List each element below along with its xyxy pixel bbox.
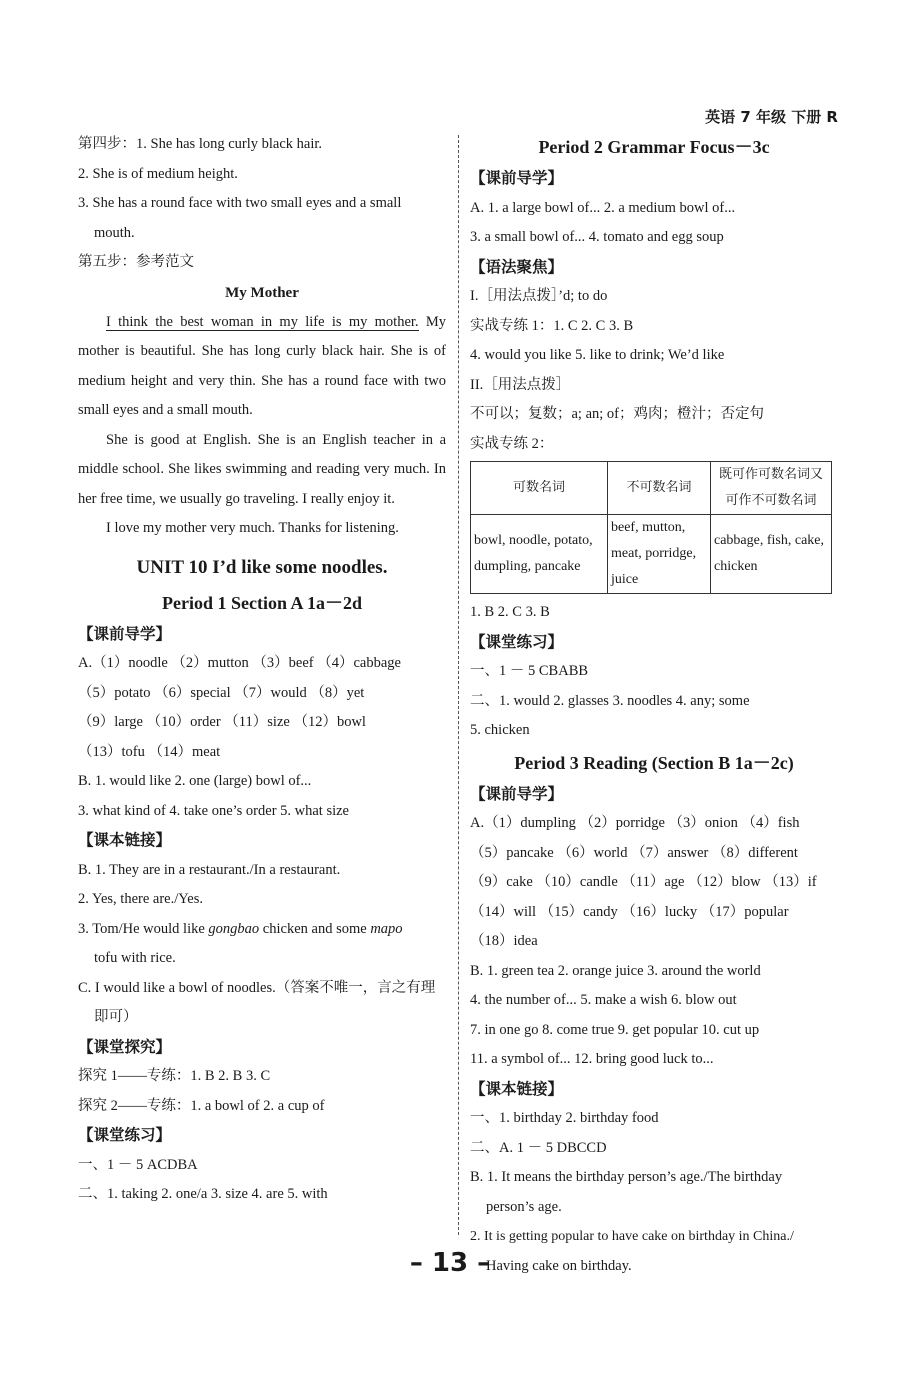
textbook-line-2: 2. Yes, there are./Yes. bbox=[78, 891, 203, 907]
textbook-line-3-italic-2: mapo bbox=[370, 920, 403, 937]
section-heading-practice: 【课堂练习】 bbox=[470, 632, 564, 651]
preview2-line-3: （9）cake （10）candle （11）age （12）blow （13）if bbox=[470, 874, 817, 890]
textbook-line-3: B. 1. It means the birthday person’s age./The birthday bbox=[470, 1169, 783, 1185]
practice-line-2: 二、1. would 2. glasses 3. noodles 4. any; some bbox=[470, 692, 750, 709]
section-heading-preview-2: 【课前导学】 bbox=[470, 784, 564, 803]
grammar-line-2: 实战专练 1：1. C 2. C 3. B bbox=[470, 317, 634, 334]
section-heading-explore: 【课堂探究】 bbox=[78, 1037, 172, 1056]
section-heading-practice: 【课堂练习】 bbox=[78, 1126, 172, 1144]
noun-classification-table bbox=[470, 461, 832, 594]
essay-paragraph-1-rest: My mother is beautiful. She has long curly black hair. She is of medium height and very thin. She has a round face with two small eyes and a small mouth. bbox=[78, 313, 446, 418]
textbook-line-4: 2. It is getting popular to have cake on birthday in China./ bbox=[470, 1229, 794, 1244]
practice-line-3: 5. chicken bbox=[470, 722, 530, 738]
preview-line-2: （5）potato （6）special （7）would （8）yet bbox=[78, 684, 365, 701]
practice-line-1: 一、1 － 5 CBABB bbox=[470, 663, 589, 679]
textbook-line-c-cont: 即可） bbox=[94, 1009, 138, 1025]
left-column bbox=[78, 130, 446, 1210]
column-divider bbox=[458, 135, 459, 1235]
step5-label: 第五步：参考范文 bbox=[78, 254, 194, 270]
preview2-line-2: （5）pancake （6）world （7）answer （8）different bbox=[470, 844, 798, 861]
section-heading-grammar: 【语法聚焦】 bbox=[470, 257, 564, 276]
practice-line-2: 二、1. taking 2. one/a 3. size 4. are 5. with bbox=[78, 1186, 328, 1202]
textbook-line-1: B. 1. They are in a restaurant./In a restaurant. bbox=[78, 861, 341, 878]
preview-line-2: 3. a small bowl of... 4. tomato and egg soup bbox=[470, 229, 724, 245]
step4-line-2: 2. She is of medium height. bbox=[78, 165, 238, 182]
preview2-line-4: （14）will （15）candy （16）lucky （17）popular bbox=[470, 903, 789, 920]
textbook-line-3-cont: person’s age. bbox=[486, 1198, 562, 1215]
step4-line-3: 3. She has a round face with two small eyes and a small bbox=[78, 195, 402, 211]
page-header: 英语 7 年级 下册 R bbox=[705, 108, 838, 126]
step4-line-3-cont: mouth. bbox=[94, 224, 135, 241]
table-cell-countable: bowl, noodle, potato, dumpling, pancake bbox=[471, 515, 608, 594]
essay-paragraph-2: She is good at English. She is an English teacher in a middle school. She likes swimming and reading very much. In her free time, we usually go traveling. I really enjoy it. bbox=[78, 431, 446, 507]
after-table-answers: 1. B 2. C 3. B bbox=[470, 604, 550, 620]
textbook-line-3-b: chicken and some bbox=[259, 920, 371, 937]
textbook-line-3-italic-1: gongbao bbox=[208, 920, 260, 937]
textbook-line-2: 二、A. 1 － 5 DBCCD bbox=[470, 1139, 607, 1156]
table-row bbox=[471, 462, 832, 515]
preview2-line-7: 4. the number of... 5. make a wish 6. blow out bbox=[470, 992, 737, 1008]
period-2-title: Period 2 Grammar Focus－3c bbox=[538, 137, 770, 157]
section-heading-textbook: 【课本链接】 bbox=[470, 1079, 564, 1098]
essay-underlined-sentence: I think the best woman in my life is my mother. bbox=[106, 313, 419, 330]
preview2-line-6: B. 1. green tea 2. orange juice 3. around the world bbox=[470, 962, 761, 979]
table-header-countable: 可数名词 bbox=[471, 462, 608, 515]
right-column bbox=[470, 130, 838, 1281]
preview2-line-5: （18）idea bbox=[470, 933, 538, 949]
textbook-line-3-cont: tofu with rice. bbox=[94, 950, 176, 966]
table-cell-both: cabbage, fish, cake, chicken bbox=[711, 515, 832, 594]
grammar-line-5: 不可以；复数；a; an; of；鸡肉；橙汁；否定句 bbox=[470, 406, 765, 422]
preview2-line-9: 11. a symbol of... 12. bring good luck to... bbox=[470, 1051, 714, 1067]
textbook-line-c: C. I would like a bowl of noodles.（答案不唯一，言之有理 bbox=[78, 979, 436, 996]
textbook-line-1: 一、1. birthday 2. birthday food bbox=[470, 1110, 659, 1126]
preview2-line-1: A.（1）dumpling （2）porridge （3）onion （4）fish bbox=[470, 815, 800, 831]
preview-line-1: A. 1. a large bowl of... 2. a medium bowl of... bbox=[470, 199, 736, 216]
preview-line-4: （13）tofu （14）meat bbox=[78, 743, 221, 760]
textbook-line-3 bbox=[78, 915, 446, 945]
section-heading-preview: 【课前导学】 bbox=[78, 624, 172, 643]
page-number: – 13 – bbox=[409, 1248, 491, 1278]
essay-title: My Mother bbox=[225, 284, 299, 301]
table-row bbox=[471, 515, 832, 594]
preview-line-3: （9）large （10）order （11）size （12）bowl bbox=[78, 714, 366, 730]
textbook-line-3-a: 3. Tom/He would like bbox=[78, 920, 209, 937]
textbook-line-4-cont: Having cake on birthday. bbox=[486, 1257, 632, 1274]
explore-line-2: 探究 2——专练：1. a bowl of 2. a cup of bbox=[78, 1097, 325, 1114]
period-1-title: Period 1 Section A 1a－2d bbox=[161, 592, 362, 613]
section-heading-textbook: 【课本链接】 bbox=[78, 831, 172, 849]
table-header-uncountable: 不可数名词 bbox=[608, 462, 711, 515]
step4-line-1: 第四步：1. She has long curly black hair. bbox=[78, 136, 323, 152]
practice-line-1: 一、1 － 5 ACDBA bbox=[78, 1156, 198, 1173]
essay-paragraph-3: I love my mother very much. Thanks for listening. bbox=[106, 520, 399, 536]
grammar-line-1: I.［用法点拨］’d; to do bbox=[470, 288, 608, 304]
grammar-line-6: 实战专练 2： bbox=[470, 435, 554, 452]
preview-line-5: B. 1. would like 2. one (large) bowl of... bbox=[78, 773, 312, 789]
grammar-line-3: 4. would you like 5. like to drink; We’d like bbox=[470, 347, 725, 363]
table-header-both: 既可作可数名词又可作不可数名词 bbox=[711, 462, 832, 515]
essay-paragraph-1 bbox=[78, 308, 446, 426]
section-heading-preview: 【课前导学】 bbox=[470, 169, 564, 187]
period-3-title: Period 3 Reading (Section B 1a－2c) bbox=[514, 752, 794, 773]
table-cell-uncountable: beef, mutton, meat, porridge, juice bbox=[608, 515, 711, 594]
explore-line-1: 探究 1——专练：1. B 2. B 3. C bbox=[78, 1068, 271, 1084]
preview-line-1: A.（1）noodle （2）mutton （3）beef （4）cabbage bbox=[78, 655, 401, 671]
unit-title: UNIT 10 I’d like some noodles. bbox=[136, 556, 388, 578]
grammar-line-4: II.［用法点拨］ bbox=[470, 376, 571, 393]
preview-line-6: 3. what kind of 4. take one’s order 5. what size bbox=[78, 802, 349, 819]
preview2-line-8: 7. in one go 8. come true 9. get popular 10. cut up bbox=[470, 1021, 760, 1038]
